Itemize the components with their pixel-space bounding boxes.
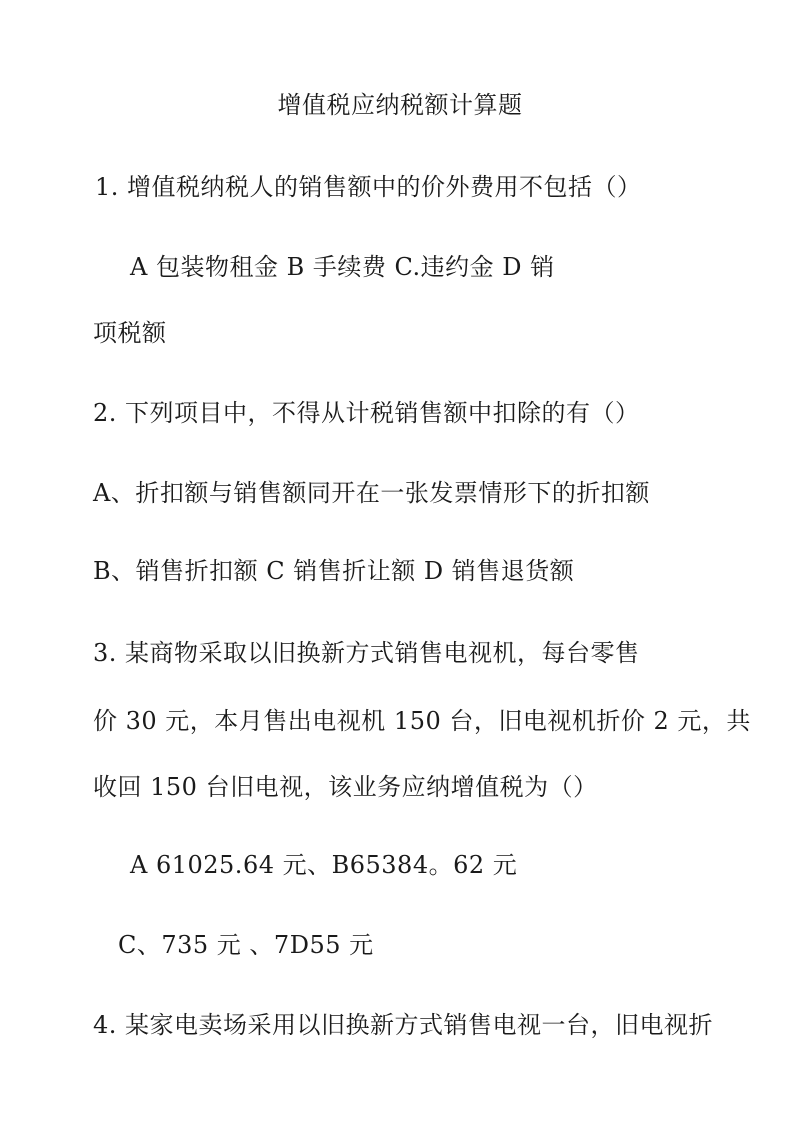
question-3-stem-line-3: 收回 150 台旧电视，该业务应纳增值税为（） [93, 773, 598, 801]
question-1-options-continued: 项税额 [93, 319, 167, 347]
question-2-option-a: A、折扣额与销售额同开在一张发票情形下的折扣额 [93, 479, 650, 507]
question-3-options-ab: A 61025.64 元、B65384。62 元 [130, 851, 518, 879]
question-2-options-bcd: B、销售折扣额 C 销售折让额 D 销售退货额 [93, 557, 575, 585]
question-1-stem: 1. 增值税纳税人的销售额中的价外费用不包括（） [95, 173, 642, 201]
question-1-options: A 包装物租金 B 手续费 C.违约金 D 销 [130, 253, 555, 281]
document-title: 增值税应纳税额计算题 [277, 91, 523, 119]
question-3-stem-line-2: 价 30 元，本月售出电视机 150 台，旧电视机折价 2 元，共 [93, 707, 751, 735]
question-3-options-cd: C、735 元 、7D55 元 [118, 931, 374, 959]
question-2-stem: 2. 下列项目中，不得从计税销售额中扣除的有（） [93, 399, 640, 427]
question-4-stem: 4. 某家电卖场采用以旧换新方式销售电视一台，旧电视折 [93, 1011, 714, 1039]
question-3-stem-line-1: 3. 某商物采取以旧换新方式销售电视机，每台零售 [93, 639, 640, 667]
